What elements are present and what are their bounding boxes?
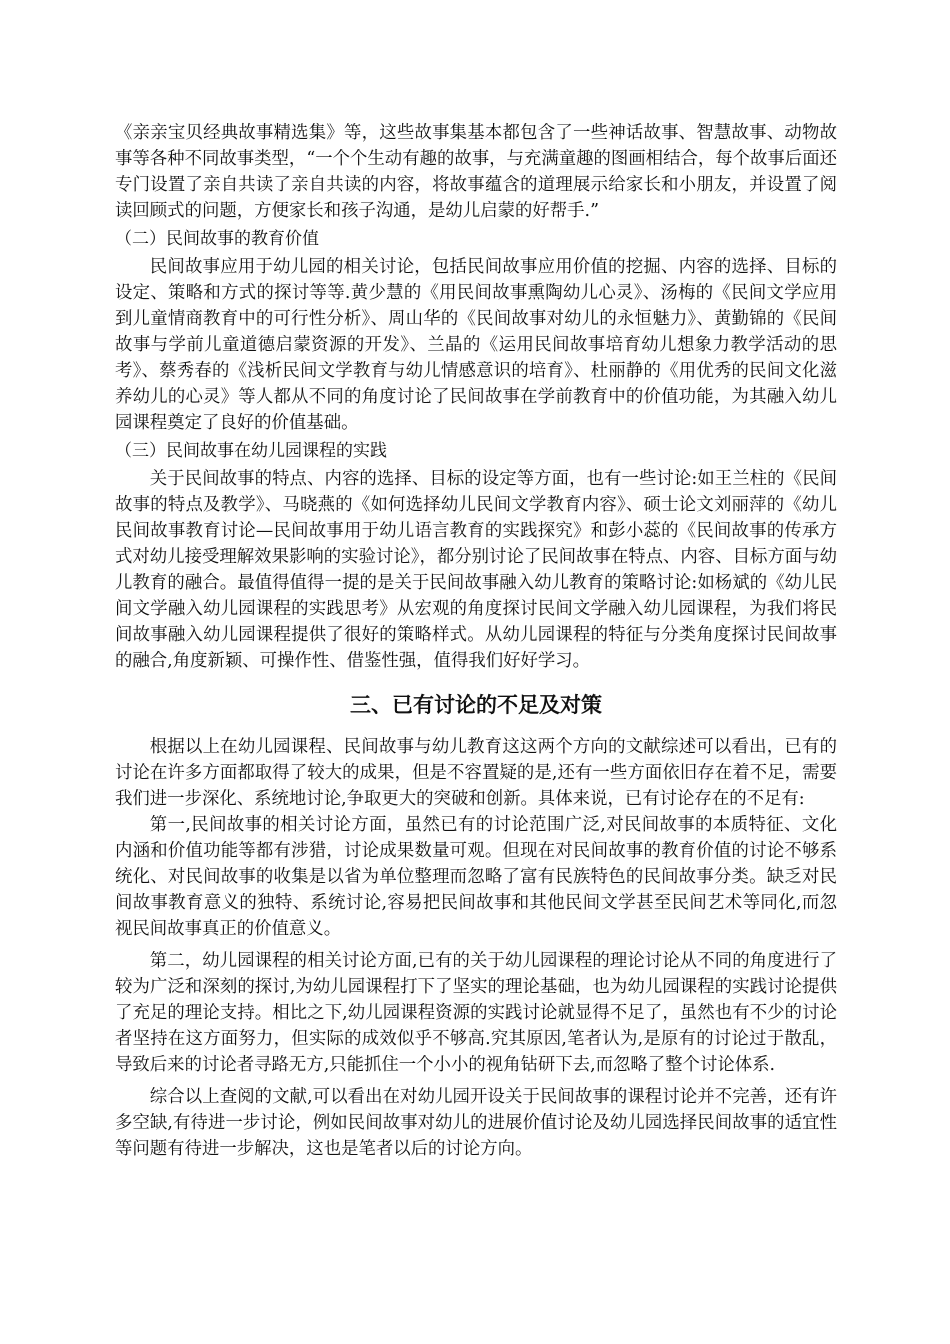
section-title: 三、已有讨论的不足及对策 — [350, 693, 602, 717]
paragraph-literature-summary: 根据以上在幼儿园课程、民间故事与幼儿教育这这两个方向的文献综述可以看出，已有的讨论在许多方面都取得了较大的成果，但是不容置疑的是,还有一些方面依旧存在着不足，需要我们进一步深化、系统地讨论,争取更大的突破和创新。具体来说，已有讨论存在的不足有: — [115, 737, 837, 809]
paragraph-second-shortcoming: 第二，幼儿园课程的相关讨论方面,已有的关于幼儿园课程的理论讨论从不同的角度进行了较为广泛和深刻的探讨,为幼儿园课程打下了坚实的理论基础，也为幼儿园课程的实践讨论提供了充足的理论支持。相比之下,幼儿园课程资源的实践讨论就显得不足了，虽然也有不少的讨论者坚持在这方面努力，但实际的成效似乎不够高.究其原因,笔者认为,是原有的讨论过于散乱，导致后来的讨论者寻路无方,只能抓住一个小小的视角钻研下去,而忽略了整个讨论体系. — [115, 951, 837, 1075]
paragraph-curriculum-practice: 关于民间故事的特点、内容的选择、目标的设定等方面，也有一些讨论:如王兰柱的《民间故事的特点及教学》、马晓燕的《如何选择幼儿民间文学教育内容》、硕士论文刘丽萍的《幼儿民间故事教育讨论—民间故事用于幼儿语言教育的实践探究》和彭小蕊的《民间故事的传承方式对幼儿接受理解效果影响的实验讨论》，都分别讨论了民间故事在特点、内容、目标方面与幼儿教育的融合。最值得值得一提的是关于民间故事融入幼儿教育的策略讨论:如杨斌的《幼儿民间文学融入幼儿园课程的实践思考》从宏观的角度探讨民间文学融入幼儿园课程，为我们将民间故事融入幼儿园课程提供了很好的策略样式。从幼儿园课程的特征与分类角度探讨民间故事的融合,角度新颖、可操作性、借鉴性强，值得我们好好学习。 — [115, 469, 837, 671]
document-page — [115, 120, 837, 1162]
subheading-curriculum-practice: （三）民间故事在幼儿园课程的实践 — [115, 441, 387, 461]
subheading-educational-value: （二）民间故事的教育价值 — [115, 229, 319, 249]
paragraph-educational-value: 民间故事应用于幼儿园的相关讨论，包括民间故事应用价值的挖掘、内容的选择、目标的设定、策略和方式的探讨等等.黄少慧的《用民间故事熏陶幼儿心灵》、汤梅的《民间文学应用到儿童情商教育中的可行性分析》、周山华的《民间故事对幼儿的永恒魅力》、黄勤锦的《民间故事与学前儿童道德启蒙资源的开发》、兰晶的《运用民间故事培育幼儿想象力教学活动的思考》、蔡秀春的《浅析民间文学教育与幼儿情感意识的培育》、杜丽静的《用优秀的民间文化滋养幼儿的心灵》等人都从不同的角度讨论了民间故事在学前教育中的价值功能，为其融入幼儿园课程奠定了良好的价值基础。 — [115, 257, 837, 433]
paragraph-story-collections: 《亲亲宝贝经典故事精选集》等，这些故事集基本都包含了一些神话故事、智慧故事、动物故事等各种不同故事类型，“一个个生动有趣的故事，与充满童趣的图画相结合，每个故事后面还专门设置了亲自共读了亲自共读的内容，将故事蕴含的道理展示给家长和小朋友，并设置了阅读回顾式的问题，方便家长和孩子沟通，是幼儿启蒙的好帮手.” — [115, 123, 837, 221]
paragraph-conclusion: 综合以上查阅的文献,可以看出在对幼儿园开设关于民间故事的课程讨论并不完善，还有许多空缺,有待进一步讨论，例如民间故事对幼儿的进展价值讨论及幼儿园选择民间故事的适宜性等问题有待进一步解决，这也是笔者以后的讨论方向。 — [115, 1087, 837, 1159]
paragraph-first-shortcoming: 第一,民间故事的相关讨论方面，虽然已有的讨论范围广泛,对民间故事的本质特征、文化内涵和价值功能等都有涉猎，讨论成果数量可观。但现在对民间故事的教育价值的讨论不够系统化、对民间故事的收集是以省为单位整理而忽略了富有民族特色的民间故事分类。缺乏对民间故事教育意义的独特、系统讨论,容易把民间故事和其他民间文学甚至民间艺术等同化,而忽视民间故事真正的价值意义。 — [115, 815, 837, 939]
